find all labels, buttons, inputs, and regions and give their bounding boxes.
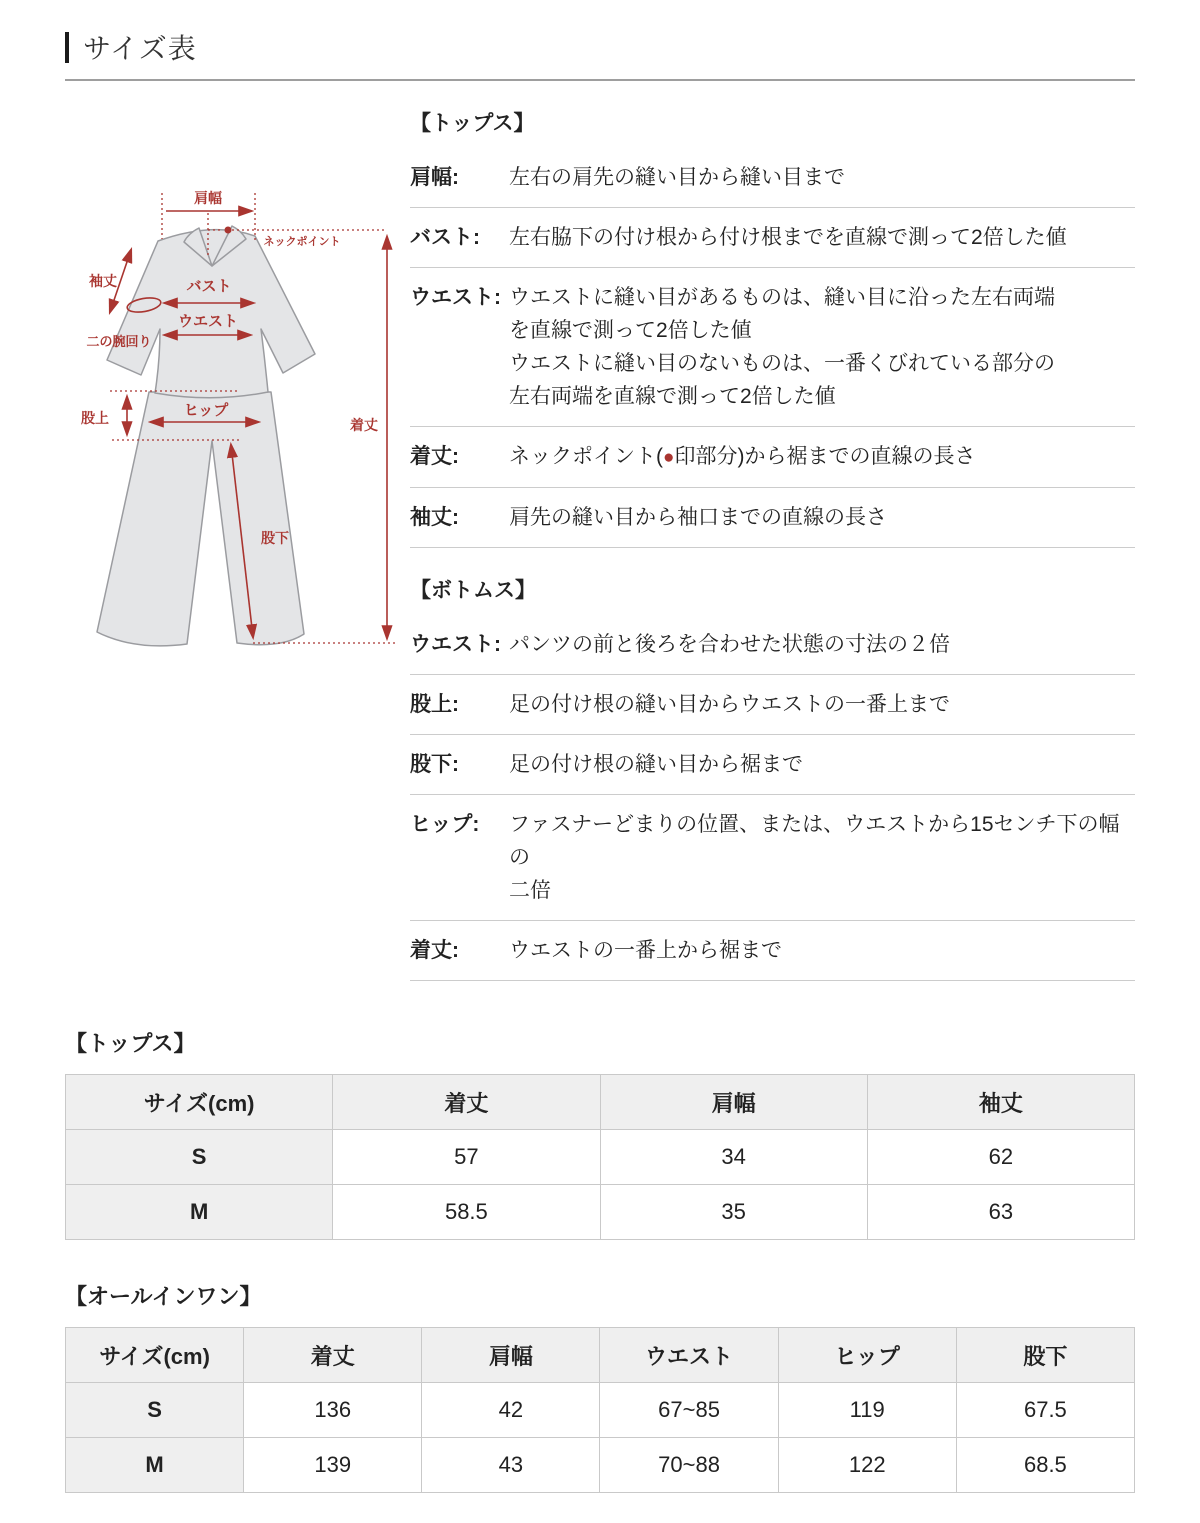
definition-term: バスト: [410, 226, 480, 249]
column-header-sleeve: 袖丈 [867, 1075, 1134, 1130]
definition-item-garment-length-top [410, 427, 1135, 488]
neck-point-dot-glyph: ● [663, 447, 675, 468]
allinone-size-table [65, 1327, 1135, 1493]
column-header-waist: ウエスト [600, 1328, 778, 1383]
definition-desc [509, 440, 1135, 474]
table-row-m [66, 1438, 1135, 1493]
table-cell: 58.5 [333, 1185, 600, 1240]
row-header-size: M [66, 1185, 333, 1240]
definition-desc [509, 161, 1135, 194]
row-header-size: M [66, 1438, 244, 1493]
column-header-length: 着丈 [244, 1328, 422, 1383]
definition-term: ウエスト: [410, 286, 501, 309]
table-cell: 35 [600, 1185, 867, 1240]
desc-line: 左右の肩先の縫い目から縫い目まで [509, 166, 845, 189]
row-header-size: S [66, 1130, 333, 1185]
desc-line: 肩先の縫い目から袖口までの直線の長さ [509, 506, 887, 529]
measurement-definitions [410, 105, 1135, 981]
desc-line: ファスナーどまりの位置、または、ウエストから15センチ下の幅の [509, 813, 1120, 869]
definition-item-garment-length-bottom [410, 921, 1135, 981]
definition-term: ウエスト: [410, 633, 501, 656]
definition-desc [509, 628, 1135, 661]
desc-line: 足の付け根の縫い目から裾まで [509, 753, 803, 776]
label-waist: ウエスト [177, 313, 239, 330]
definition-term: 肩幅: [410, 166, 459, 189]
label-rise: 股上 [81, 410, 109, 426]
tops-size-table [65, 1074, 1135, 1240]
definition-item-sleeve-length [410, 488, 1135, 548]
label-inseam: 股下 [261, 530, 289, 546]
label-hip: ヒップ [183, 402, 229, 419]
tops-definitions-heading: 【トップス】 [410, 112, 535, 135]
table-row-s [66, 1383, 1135, 1438]
table-cell: 70~88 [600, 1438, 778, 1493]
table-header-row [66, 1075, 1135, 1130]
row-header-size: S [66, 1383, 244, 1438]
definition-item-hip [410, 795, 1135, 921]
desc-line: パンツの前と後ろを合わせた状態の寸法の２倍 [509, 633, 950, 656]
desc-line: ウエストに縫い目のないものは、一番くびれている部分の [509, 352, 1055, 375]
garment-measurement-illustration [65, 179, 405, 657]
column-header-size: サイズ(cm) [66, 1328, 244, 1383]
table-cell: 57 [333, 1130, 600, 1185]
page-title: サイズ表 [83, 33, 197, 64]
definition-item-waist-top [410, 268, 1135, 427]
desc-line: 左右両端を直線で測って2倍した値 [509, 385, 836, 408]
column-header-hip: ヒップ [778, 1328, 956, 1383]
column-header-shoulder: 肩幅 [600, 1075, 867, 1130]
table-cell: 63 [867, 1185, 1134, 1240]
definition-desc [509, 221, 1135, 254]
label-upper-arm: 二の腕回り [86, 334, 152, 349]
table-cell: 139 [244, 1438, 422, 1493]
definition-item-waist-bottom [410, 615, 1135, 675]
definition-item-bust [410, 208, 1135, 268]
desc-line: を直線で測って2倍した値 [509, 319, 752, 342]
definition-desc [509, 808, 1135, 907]
column-header-length: 着丈 [333, 1075, 600, 1130]
definition-term: 股上: [410, 693, 459, 716]
page-header [65, 28, 1135, 66]
desc-line: 二倍 [509, 879, 551, 902]
definition-term: 袖丈: [410, 506, 459, 529]
definition-desc [509, 501, 1135, 534]
tops-table-heading: 【トップス】 [65, 1031, 196, 1056]
table-cell: 67.5 [956, 1383, 1134, 1438]
desc-text: 印部分)から裾までの直線の長さ [674, 445, 976, 468]
table-cell: 43 [422, 1438, 600, 1493]
desc-line: 左右脇下の付け根から付け根までを直線で測って2倍した値 [509, 226, 1067, 249]
table-cell: 119 [778, 1383, 956, 1438]
desc-line: ウエストに縫い目があるものは、縫い目に沿った左右両端 [509, 286, 1055, 309]
allinone-size-table-block [65, 1280, 1135, 1493]
definition-desc [509, 281, 1135, 413]
table-cell: 122 [778, 1438, 956, 1493]
definition-desc [509, 748, 1135, 781]
column-header-inseam: 股下 [956, 1328, 1134, 1383]
desc-line: ウエストの一番上から裾まで [509, 939, 782, 962]
definition-term: 着丈: [410, 939, 459, 962]
table-row-s [66, 1130, 1135, 1185]
definition-item-shoulder-width [410, 148, 1135, 208]
definition-term: ヒップ: [410, 813, 480, 836]
desc-line [509, 440, 1135, 474]
label-sleeve-length: 袖丈 [89, 273, 117, 289]
table-cell: 67~85 [600, 1383, 778, 1438]
label-bust: バスト [186, 278, 232, 295]
definition-item-rise [410, 675, 1135, 735]
definition-item-inseam [410, 735, 1135, 795]
definition-desc [509, 934, 1135, 967]
definition-term: 股下: [410, 753, 459, 776]
table-header-row [66, 1328, 1135, 1383]
desc-text: ネックポイント( [509, 445, 663, 468]
measurement-guide-section [65, 105, 1135, 981]
definition-term: 着丈: [410, 445, 459, 468]
bottoms-definitions-heading: 【ボトムス】 [410, 579, 536, 602]
label-shoulder-width: 肩幅 [194, 190, 222, 206]
tops-size-table-block [65, 1027, 1135, 1240]
column-header-size: サイズ(cm) [66, 1075, 333, 1130]
neck-point-dot [225, 227, 232, 234]
label-neck-point: ネックポイント [263, 236, 341, 248]
measurement-diagram [65, 105, 410, 981]
table-row-m [66, 1185, 1135, 1240]
table-cell: 68.5 [956, 1438, 1134, 1493]
pants-shape [97, 392, 304, 646]
header-divider [65, 79, 1135, 81]
definition-desc [509, 688, 1135, 721]
title-accent-bar [65, 32, 69, 63]
table-cell: 34 [600, 1130, 867, 1185]
table-cell: 136 [244, 1383, 422, 1438]
column-header-shoulder: 肩幅 [422, 1328, 600, 1383]
label-garment-length: 着丈 [350, 417, 378, 433]
table-cell: 62 [867, 1130, 1134, 1185]
table-cell: 42 [422, 1383, 600, 1438]
allinone-table-heading: 【オールインワン】 [65, 1284, 262, 1309]
desc-line: 足の付け根の縫い目からウエストの一番上まで [509, 693, 950, 716]
